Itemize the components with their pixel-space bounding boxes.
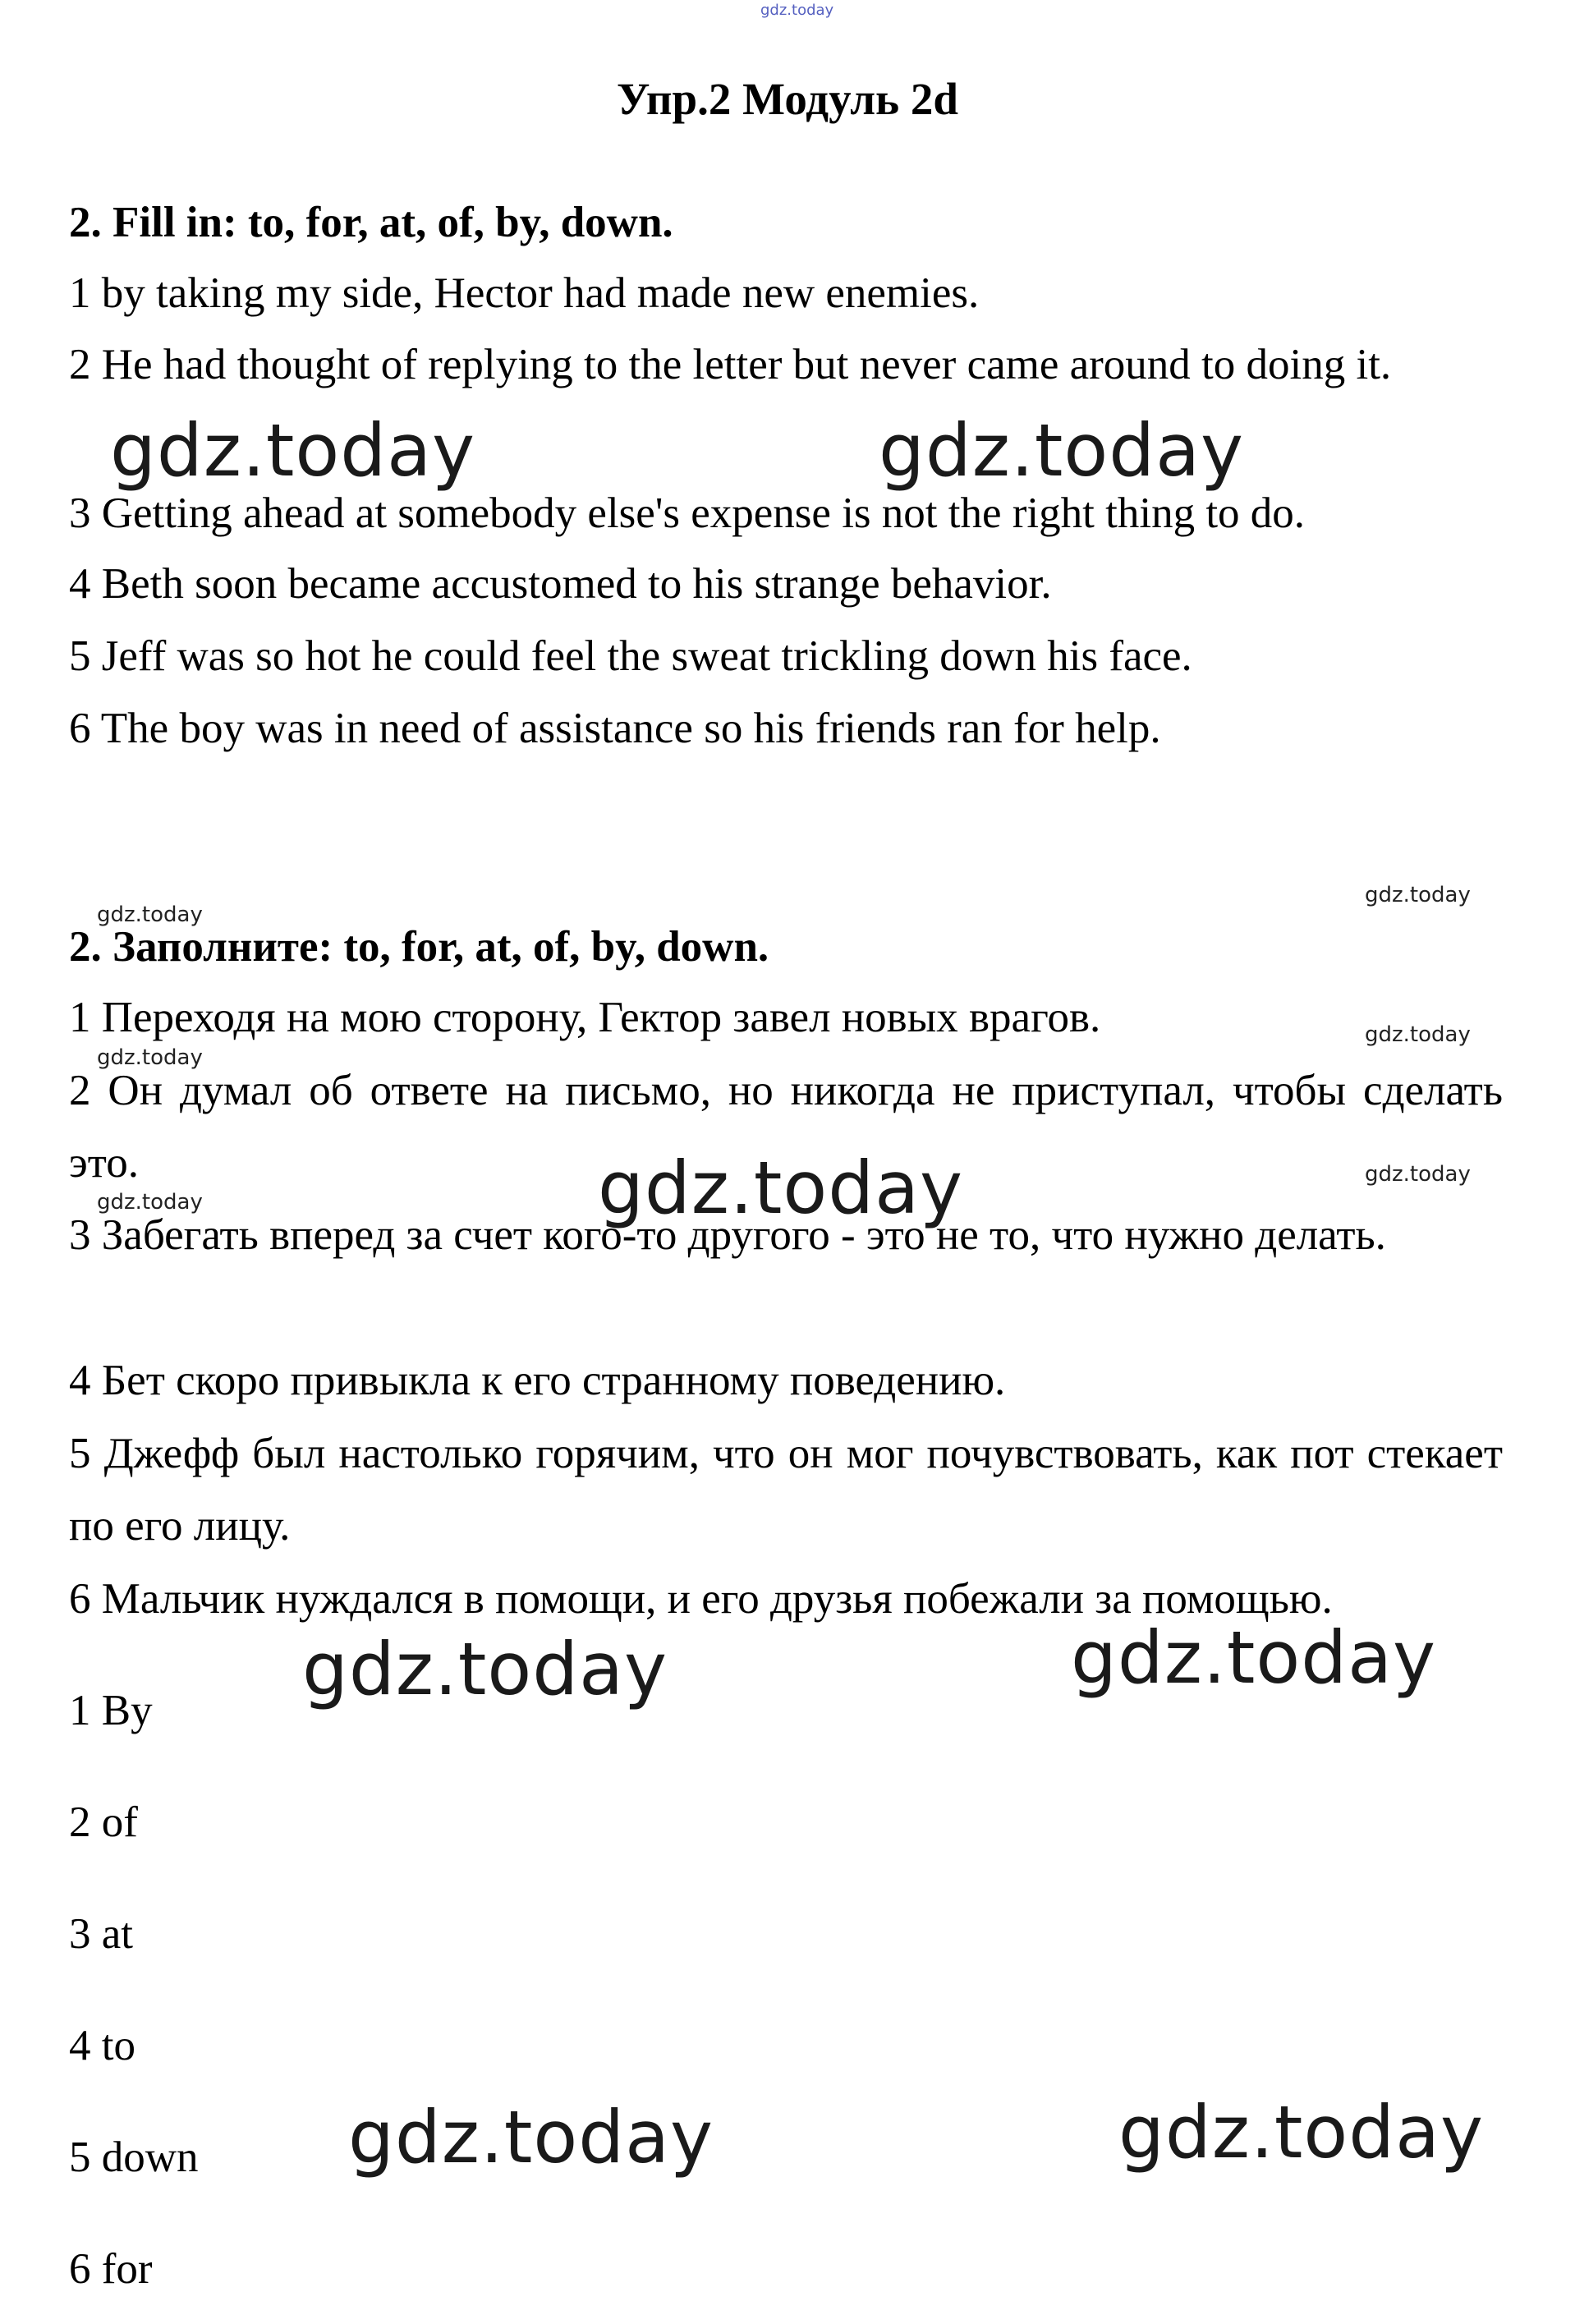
russian-heading: 2. Заполните: to, for, at, of, by, down. bbox=[69, 923, 769, 971]
watermark-small: gdz.today bbox=[97, 1045, 203, 1070]
english-sentence-1: 1 by taking my side, Hector had made new enemies. bbox=[69, 269, 980, 317]
watermark-small: gdz.today bbox=[97, 1190, 203, 1215]
russian-sentence-6: 6 Мальчик нуждался в помощи, и его друзья побежали за помощью. bbox=[69, 1575, 1333, 1623]
watermark-top: gdz.today bbox=[760, 2, 834, 19]
russian-sentence-3: 3 Забегать вперед за счет кого-то другого - это не то, что нужно делать. bbox=[69, 1211, 1386, 1259]
watermark-large: gdz.today bbox=[302, 1627, 668, 1711]
watermark-small: gdz.today bbox=[1365, 1022, 1471, 1047]
russian-sentence-5: 5 Джефф был настолько горячим, что он мог почувствовать, как пот стекает по его лицу. bbox=[69, 1430, 1503, 1550]
answer-2: 2 of bbox=[69, 1798, 138, 1846]
english-heading: 2. Fill in: to, for, at, of, by, down. bbox=[69, 199, 673, 246]
watermark-large: gdz.today bbox=[348, 2095, 714, 2179]
russian-sentence-2: 2 Он думал об ответе на письмо, но никогда не приступал, чтобы сделать это. bbox=[69, 1067, 1503, 1187]
watermark-small: gdz.today bbox=[97, 903, 203, 927]
russian-sentence-4: 4 Бет скоро привыкла к его странному поведению. bbox=[69, 1357, 1006, 1404]
english-sentence-5: 5 Jeff was so hot he could feel the sweat trickling down his face. bbox=[69, 632, 1192, 680]
answer-5: 5 down bbox=[69, 2133, 199, 2181]
watermark-large: gdz.today bbox=[110, 408, 476, 493]
watermark-large: gdz.today bbox=[1071, 1615, 1437, 1700]
answer-4: 4 to bbox=[69, 2022, 135, 2069]
watermark-large: gdz.today bbox=[879, 408, 1245, 493]
answer-1: 1 By bbox=[69, 1687, 153, 1734]
russian-sentence-1: 1 Переходя на мою сторону, Гектор завел новых врагов. bbox=[69, 994, 1101, 1041]
watermark-small: gdz.today bbox=[1365, 883, 1471, 907]
english-sentence-2: 2 He had thought of replying to the letter but never came around to doing it. bbox=[69, 341, 1392, 388]
watermark-small: gdz.today bbox=[1365, 1162, 1471, 1187]
answer-3: 3 at bbox=[69, 1910, 133, 1958]
english-sentence-6: 6 The boy was in need of assistance so his friends ran for help. bbox=[69, 705, 1161, 752]
answer-6: 6 for bbox=[69, 2245, 153, 2293]
english-sentence-4: 4 Beth soon became accustomed to his strange behavior. bbox=[69, 560, 1052, 608]
english-sentence-3: 3 Getting ahead at somebody else's expense is not the right thing to do. bbox=[69, 489, 1306, 537]
watermark-large: gdz.today bbox=[598, 1146, 964, 1230]
page-title: Упр.2 Модуль 2d bbox=[617, 74, 958, 124]
watermark-large: gdz.today bbox=[1118, 2090, 1485, 2175]
